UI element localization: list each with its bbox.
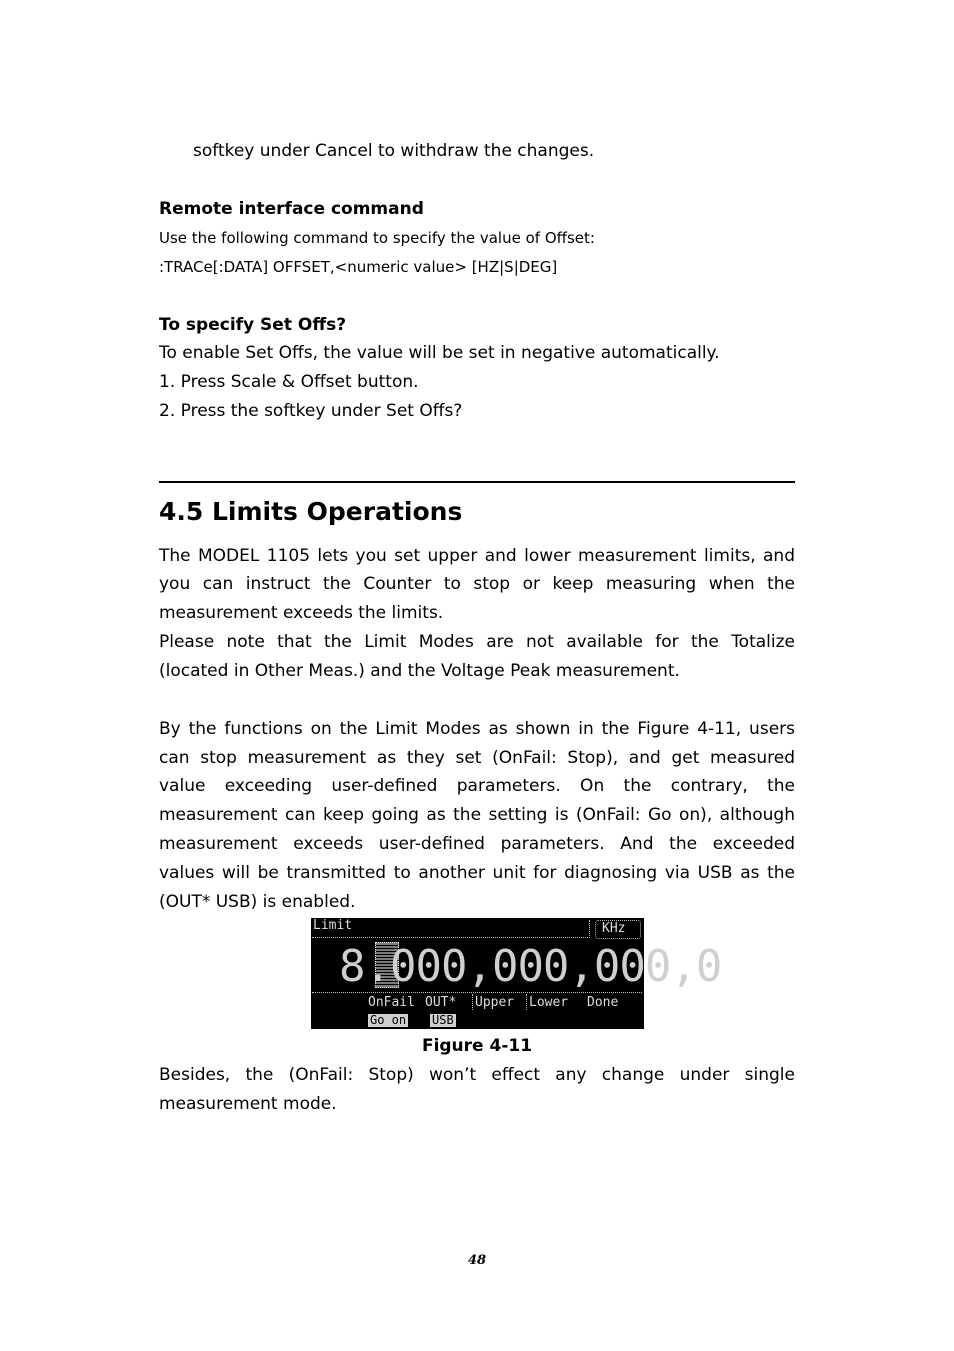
para3-line: By the functions on the Limit Modes as shown in the Figure 4-11, users	[159, 719, 795, 739]
para3-line: measurement exceeds user-defined parameters. And the exceeded	[159, 834, 795, 854]
para1-line: measurement exceeds the limits.	[159, 603, 444, 623]
para4-line: measurement mode.	[159, 1094, 337, 1114]
lcd-softkey-upper: Upper	[475, 995, 515, 1010]
lcd-softkey-out: OUT*	[425, 995, 457, 1010]
lcd-value-onfail: Go on	[370, 1013, 407, 1027]
para4-line: Besides, the (OnFail: Stop) won’t effect any change under single	[159, 1065, 795, 1085]
lcd-digit-lead: 8.	[339, 941, 390, 992]
page-number: 48	[467, 1253, 487, 1268]
setoffs-description: To enable Set Offs, the value will be set in negative automatically.	[159, 343, 720, 363]
remote-heading: Remote interface command	[159, 199, 424, 219]
para3-line: can stop measurement as they set (OnFail: Stop), and get measured	[159, 748, 795, 768]
para1-line: The MODEL 1105 lets you set upper and lower measurement limits, and	[159, 546, 795, 566]
lcd-header-line	[312, 937, 590, 939]
intro-line: softkey under Cancel to withdraw the changes.	[193, 141, 595, 161]
lcd-softkey-done: Done	[587, 995, 619, 1010]
lcd-title: Limit	[313, 918, 353, 933]
lcd-reading	[339, 942, 721, 992]
lcd-softkey-lower: Lower	[529, 995, 569, 1010]
remote-command: :TRACe[:DATA] OFFSET,<numeric value> [HZ|S|DEG]	[159, 258, 558, 276]
para3-line: (OUT* USB) is enabled.	[159, 892, 356, 912]
lcd-unit: KHz	[602, 921, 626, 936]
lcd-softkey-line	[312, 992, 642, 994]
para2-line: Please note that the Limit Modes are not available for the Totalize	[159, 632, 795, 652]
lcd-softkey-divider	[526, 994, 528, 1010]
lcd-header-tick	[589, 920, 591, 938]
lcd-digit-selected: 0	[389, 941, 416, 992]
lcd-softkey-divider	[472, 994, 474, 1010]
para3-line: values will be transmitted to another unit for diagnosing via USB as the	[159, 863, 795, 883]
lcd-value-out: USB	[432, 1013, 454, 1027]
para3-line: value exceeding user-defined parameters. On the contrary, the	[159, 776, 795, 796]
section-divider	[159, 481, 795, 483]
step-1: 1. Press Scale & Offset button.	[159, 372, 419, 392]
step-2: 2. Press the softkey under Set Offs?	[159, 401, 463, 421]
figure-caption: Figure 4-11	[421, 1036, 533, 1056]
para2-line: (located in Other Meas.) and the Voltage Peak measurement.	[159, 661, 680, 681]
remote-description: Use the following command to specify the value of Offset:	[159, 229, 595, 247]
lcd-digit-rest: 00,000,000,0	[415, 941, 722, 992]
section-title: 4.5 Limits Operations	[159, 497, 463, 526]
lcd-figure	[311, 918, 722, 1029]
para3-line: measurement can keep going as the setting is (OnFail: Go on), although	[159, 805, 795, 825]
lcd-softkey-onfail: OnFail	[368, 995, 415, 1010]
para1-line: you can instruct the Counter to stop or keep measuring when the	[159, 574, 795, 594]
setoffs-heading: To specify Set Offs?	[159, 315, 347, 335]
